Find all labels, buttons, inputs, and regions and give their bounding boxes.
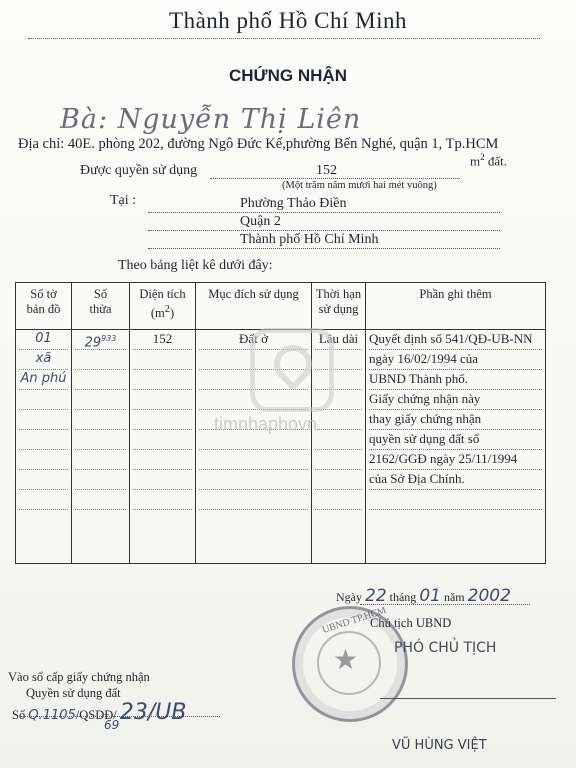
usage-label: Được quyền sử dụng	[80, 163, 198, 178]
parcel-cell	[72, 330, 130, 564]
watermark-text: timnhaphovn	[214, 414, 318, 434]
usage-area: 152	[316, 163, 337, 178]
purpose-value: Đất ở	[199, 330, 308, 350]
term-value: Lâu dài	[315, 330, 362, 350]
date-month: 01	[419, 586, 441, 606]
location-district: Quận 2	[240, 214, 281, 229]
area-value: 152	[133, 330, 192, 350]
note-line: UBND Thành phố.	[369, 370, 542, 390]
note-line: 2162/GGĐ ngày 25/11/1994	[369, 450, 542, 470]
commune-name-value: An phú	[19, 370, 68, 390]
date-day: 22	[365, 586, 387, 606]
city-header: Thành phố Hồ Chí Minh	[169, 8, 407, 33]
commune-value: xã	[19, 350, 68, 370]
signer-role: PHÓ CHỦ TỊCH	[394, 640, 497, 656]
registry-number: Số Q.1105/QSDĐ/ 23/UB	[12, 700, 187, 725]
header-map-sheet: Số tờ bản đồ	[16, 283, 72, 330]
signer-name: VŨ HÙNG VIỆT	[392, 738, 487, 753]
note-line: quyền sử dụng đất số	[369, 430, 542, 450]
watermark-logo-icon	[250, 328, 334, 412]
location-label: Tại :	[110, 193, 137, 208]
note-line: Quyết định số 541/QĐ-UB-NN	[369, 330, 542, 350]
holder-name: Bà: Nguyễn Thị Liên	[60, 104, 362, 135]
header-area: Diện tích $(m^2)$	[130, 283, 196, 330]
note-line: Giấy chứng nhận này	[369, 390, 542, 410]
header-rule	[28, 38, 540, 39]
header-note: Phần ghi thêm	[366, 283, 546, 330]
parcel-value: $29^{933}$	[75, 330, 126, 350]
signature-line	[380, 698, 556, 699]
signer-org: Chủ tịch UBND	[370, 616, 452, 630]
usage-area-words: (Một trăm năm mươi hai mét vuông)	[282, 180, 437, 191]
header-term: Thời hạn sử dụng	[312, 283, 366, 330]
registry-dots	[20, 716, 220, 717]
map-sheet-cell	[16, 330, 72, 564]
location-city: Thành phố Hồ Chí Minh	[240, 232, 379, 247]
note-line: thay giấy chứng nhận	[369, 410, 542, 430]
date-year: 2002	[467, 586, 511, 606]
official-seal: UBND TP.HCM ★	[292, 606, 408, 722]
date-dots	[360, 604, 530, 605]
registry-line-1: Vào sổ cấp giấy chứng nhận	[8, 670, 150, 684]
address-line: Địa chỉ: 40E. phòng 202, đường Ngô Đức Kế,phường Bến Nghé, quận 1, Tp.HCM	[18, 136, 499, 152]
area-cell	[130, 330, 196, 564]
list-intro: Theo bảng liệt kê dưới đây:	[118, 258, 273, 273]
registry-line-2: Quyền sử dụng đất	[26, 686, 121, 700]
note-line: của Sở Địa Chính.	[369, 470, 542, 490]
location-dots-1	[148, 212, 500, 213]
location-dots-2	[148, 230, 500, 231]
registry-sub-number: 69	[104, 718, 120, 732]
note-line: ngày 16/02/1994 của	[369, 350, 542, 370]
map-sheet-value: 01	[19, 330, 68, 350]
header-purpose: Mục đích sử dụng	[196, 283, 312, 330]
header-parcel: Số thửa	[72, 283, 130, 330]
location-ward: Phường Thảo Điền	[240, 196, 347, 211]
certificate-title: CHỨNG NHẬN	[229, 66, 347, 85]
note-cell	[366, 330, 546, 564]
area-unit: $m^2$ đất.	[470, 152, 508, 169]
location-dots-3	[148, 248, 500, 249]
date-line: Ngày 22 tháng 01 năm 2002	[336, 586, 511, 606]
